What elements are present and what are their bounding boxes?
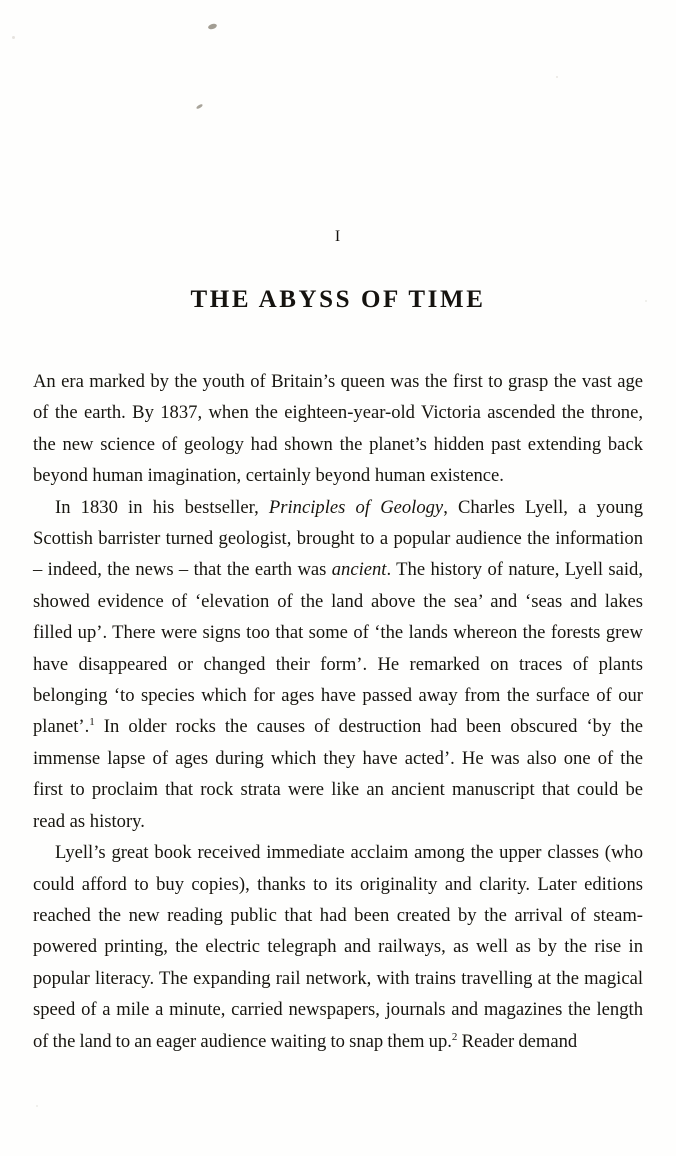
scan-speck-icon: [36, 1105, 38, 1107]
paragraph: [33, 366, 643, 492]
footnote-marker: 1: [89, 716, 95, 729]
book-title-italic: Principles of Geology: [268, 496, 444, 518]
scan-speck-icon: [12, 36, 15, 39]
body-text: [33, 366, 643, 1057]
page-title: THE ABYSS OF TIME: [190, 286, 486, 313]
paragraph-text: An era marked by the youth of Britain’s queen was the first to grasp the vast age of the earth. By 1837, when the eighteen-year-old Victoria ascended the throne, the new science of geology had shown the planet’s hidden past extending back beyond human imagination, certainly beyond human existence.: [33, 371, 643, 487]
chapter-number: I: [334, 228, 342, 245]
page-content: [33, 0, 643, 1057]
scan-speck-icon: [645, 300, 647, 302]
paragraph: In 1830 in his bestseller, Principles of Geology, Charles Lyell, a young Scottish barrister turned geologist, brought to a popular audience the information – indeed, the news – that the earth was ancient. The history of nature, Lyell said, showed evidence of ‘elevation of the land above the sea’ and ‘seas and lakes filled up’. There were signs too that some of ‘the lands whereon the forests grew have disappeared or changed their form’. He remarked on traces of plants belonging ‘to species which for ages have passed away from the surface of our planet’.$^1$ In older rocks the causes of destruction had been obscured ‘by the immense lapse of ages during which they have acted’. He was also one of the first to proclaim that rock strata were like an ancient manuscript that could be read as history.: [33, 496, 643, 832]
paragraph: Lyell’s great book received immediate acclaim among the upper classes (who could afford to buy copies), thanks to its originality and clarity. Later editions reached the new reading public that had been created by the arrival of steam-powered printing, the electric telegraph and railways, as well as by the rise in popular literacy. The expanding rail network, with trains travelling at the magical speed of a mile a minute, carried newspapers, journals and magazines the length of the land to an eager audience waiting to snap them up.$^2$ Reader demand: [33, 842, 643, 1052]
footnote-marker: 2: [451, 1030, 458, 1043]
emphasis-ancient: ancient: [331, 559, 387, 581]
